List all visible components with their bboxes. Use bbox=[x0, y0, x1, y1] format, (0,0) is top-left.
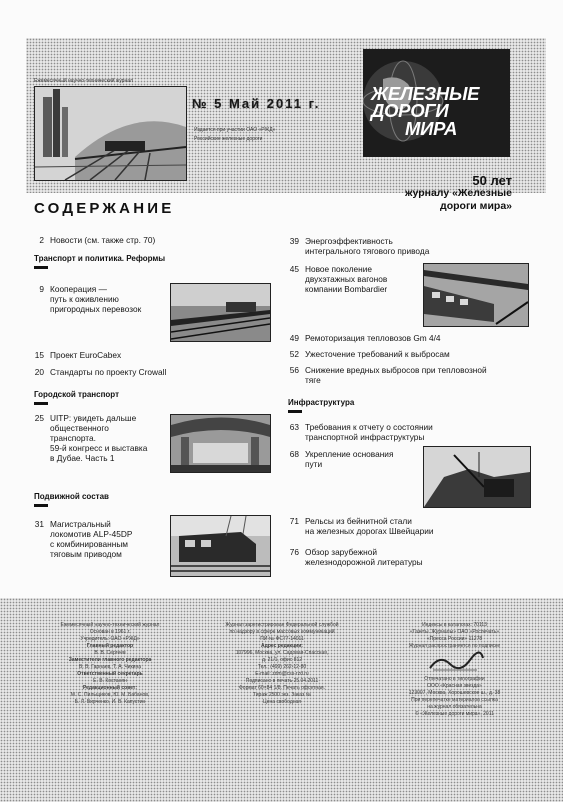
entry-title: Проект EuroCabex bbox=[50, 350, 122, 360]
toc-entry[interactable] bbox=[26, 413, 171, 463]
entry-title-line: Новое поколение bbox=[305, 264, 373, 274]
logo-line-2: ДОРОГИ bbox=[371, 100, 449, 121]
toc-entry[interactable] bbox=[281, 422, 531, 442]
entry-title-line: в Дубае. Часть 1 bbox=[50, 453, 115, 463]
footer-line: «Пресса России» 11278 bbox=[426, 636, 483, 642]
footer-column-distribution bbox=[372, 622, 537, 718]
publisher-logo bbox=[372, 650, 537, 676]
entry-title-line: транспортной инфраструктуры bbox=[305, 432, 425, 442]
entry-title-line: тяговым приводом bbox=[50, 549, 122, 559]
toc-entry[interactable] bbox=[281, 516, 531, 536]
anniversary-text-1: журналу «Железные bbox=[405, 187, 512, 199]
footer-line: Отпечатано в типографии bbox=[424, 676, 485, 682]
entry-title-line: Обзор зарубежной bbox=[305, 547, 378, 557]
page-number: 63 bbox=[289, 422, 299, 432]
footer-line: на журнал обязательна bbox=[427, 704, 482, 710]
footer-line: 107996, Москва, ул. Садовая-Спасская, bbox=[235, 650, 329, 656]
toc-entry[interactable] bbox=[26, 284, 166, 316]
entry-title-line: пути bbox=[305, 459, 323, 469]
entry-title-line: пригородных перевозок bbox=[50, 304, 142, 314]
section-bar bbox=[34, 504, 48, 507]
footer-line: E-mail: zdm@css-rzd.ru bbox=[255, 671, 309, 677]
anniversary-text-2: дороги мира» bbox=[440, 200, 512, 212]
footer-line: Ответственный секретарь bbox=[77, 671, 143, 677]
entry-title-line: Энергоэффективность bbox=[305, 236, 393, 246]
entry-title-line: локомотив ALP-45DP bbox=[50, 529, 133, 539]
toc-title: СОДЕРЖАНИЕ bbox=[34, 200, 175, 217]
footer-line: Журнал зарегистрирован Федеральной службой bbox=[225, 622, 339, 628]
toc-entry[interactable] bbox=[281, 365, 543, 385]
entry-title-line: Рельсы из бейнитной стали bbox=[305, 516, 412, 526]
entry-title: Новости (см. также стр. 70) bbox=[50, 235, 156, 245]
footer-column-address bbox=[202, 622, 362, 706]
entry-title: Ужесточение требований к выбросам bbox=[305, 349, 450, 359]
anniversary-number: 50 лет bbox=[472, 173, 512, 188]
issue-line: № 5 Май 2011 г. bbox=[192, 96, 321, 111]
toc-entry[interactable] bbox=[281, 264, 421, 294]
entry-title-line: тяге bbox=[305, 375, 321, 385]
logo-line-1: ЖЕЛЕЗНЫЕ bbox=[371, 83, 480, 104]
entry-title-line: Магистральный bbox=[50, 519, 111, 529]
cover-photo bbox=[34, 86, 187, 181]
page-number: 56 bbox=[289, 365, 299, 375]
footer-line: д. 21/1, офис 812 bbox=[261, 657, 303, 663]
section-heading: Городской транспорт bbox=[34, 390, 119, 399]
entry-title-line: UITP: увидеть дальше bbox=[50, 413, 137, 423]
entry-title-line: железнодорожной литературы bbox=[305, 557, 423, 567]
article-photo-track bbox=[423, 446, 531, 508]
footer-line: Подписано в печать 25.04.2011 bbox=[245, 678, 319, 684]
entry-title-line: 59-й конгресс и выставка bbox=[50, 443, 148, 453]
toc-entry[interactable] bbox=[281, 333, 531, 343]
article-photo-locomotive bbox=[170, 515, 271, 577]
footer-line: Б. Л. Вирченко, И. В. Капустин bbox=[74, 699, 146, 705]
footer-line: При перепечатке материалов ссылка bbox=[411, 697, 498, 703]
footer-column-editorial bbox=[30, 622, 190, 706]
page-number: 2 bbox=[39, 235, 44, 245]
section-bar bbox=[288, 410, 302, 413]
entry-title-line: транспорта. bbox=[50, 433, 96, 443]
entry-title-line: Снижение вредных выбросов при тепловозной bbox=[305, 365, 487, 375]
footer-line: ООО «Красная звезда» bbox=[427, 683, 482, 689]
footer-line: Редакционный совет: bbox=[82, 685, 138, 691]
journal-logo bbox=[363, 49, 510, 157]
entry-title-line: Требования к отчету о состоянии bbox=[305, 422, 433, 432]
entry-title-line: с комбинированным bbox=[50, 539, 128, 549]
page-number: 25 bbox=[34, 413, 44, 423]
entry-title-line: двухэтажных вагонов bbox=[305, 274, 388, 284]
toc-entry[interactable] bbox=[281, 449, 421, 469]
page-number: 71 bbox=[289, 516, 299, 526]
footer-line: Адрес редакции: bbox=[261, 643, 303, 649]
footer-line: Цена свободная bbox=[263, 699, 301, 705]
toc-entry[interactable] bbox=[26, 519, 166, 559]
page-number: 31 bbox=[34, 519, 44, 529]
page-number: 9 bbox=[39, 284, 44, 294]
toc-entry[interactable] bbox=[281, 349, 531, 359]
subtitle-line-1: Издается при участии ОАО «РЖД» bbox=[194, 127, 276, 133]
footer-line: «Газеты. Журналы» ОАО «Роспечать» bbox=[409, 629, 500, 635]
footer-line: Тираж 2500 экз. Заказ № bbox=[252, 692, 312, 698]
article-photo-double-deck bbox=[423, 263, 529, 327]
page-number: 52 bbox=[289, 349, 299, 359]
page-number: 68 bbox=[289, 449, 299, 459]
footer-line: по надзору в сфере массовых коммуникаций bbox=[229, 629, 335, 635]
footer-line: Основан в 1961 г. bbox=[89, 629, 131, 635]
footer-line: Заместители главного редактора bbox=[68, 657, 152, 663]
footer-line: © «Железные дороги мира», 2011 bbox=[415, 711, 494, 717]
footer-line: В. В. Сергеев bbox=[94, 650, 126, 656]
section-bar bbox=[34, 266, 48, 269]
footer-line: Е. В. Костанян bbox=[93, 678, 127, 684]
footer-line: В. В. Гарнаев, Т. А. Чикина bbox=[78, 664, 141, 670]
footer-line: Ежемесячный научно-технический журнал bbox=[60, 622, 160, 628]
article-photo-railway bbox=[170, 283, 271, 342]
entry-title-line: общественного bbox=[50, 423, 109, 433]
footer-line: Журнал распространяется по подписке bbox=[408, 643, 501, 649]
page-number: 20 bbox=[34, 367, 44, 377]
entry-title-line: Кооперация — bbox=[50, 284, 107, 294]
toc-entry[interactable] bbox=[281, 236, 531, 256]
toc-entry[interactable] bbox=[281, 547, 531, 567]
page-number: 15 bbox=[34, 350, 44, 360]
logo-line-3: МИРА bbox=[405, 118, 458, 139]
section-heading: Подвижной состав bbox=[34, 492, 109, 501]
subtitle-line-2: Российские железные дороги bbox=[194, 136, 263, 142]
page-number: 45 bbox=[289, 264, 299, 274]
page-number: 49 bbox=[289, 333, 299, 343]
toc-entry-news[interactable] bbox=[26, 235, 266, 245]
footer-line: ПИ № ФС77-14011 bbox=[260, 636, 304, 642]
toc-entry[interactable] bbox=[26, 367, 266, 377]
toc-entry[interactable] bbox=[26, 350, 266, 360]
footer-line: М. С. Пильщиков, Ю. М. Бабанов, bbox=[70, 692, 150, 698]
entry-title-line: на железных дорогах Швейцарии bbox=[305, 526, 434, 536]
page-number: 76 bbox=[289, 547, 299, 557]
header-top-line: Ежемесячный научно-технический журнал bbox=[34, 78, 133, 84]
footer-line: Учредитель: ОАО «РЖД» bbox=[80, 636, 140, 642]
page-number: 39 bbox=[289, 236, 299, 246]
section-heading: Инфраструктура bbox=[288, 398, 355, 407]
footer-line: 123007, Москва, Хорошевское ш., д. 38 bbox=[408, 690, 501, 696]
article-photo-congress bbox=[170, 414, 271, 473]
entry-title-line: интегрального тягового привода bbox=[305, 246, 430, 256]
entry-title-line: путь к оживлению bbox=[50, 294, 119, 304]
footer-line: Индексы в каталогах: 70113 bbox=[422, 622, 487, 628]
entry-title: Стандарты по проекту Crowall bbox=[50, 367, 167, 377]
entry-title-line: компании Bombardier bbox=[305, 284, 388, 294]
footer-line: Тел.: (499) 262-12-80 bbox=[257, 664, 307, 670]
entry-title: Ремоторизация тепловозов Gm 4/4 bbox=[305, 333, 441, 343]
section-heading: Транспорт и политика. Реформы bbox=[34, 254, 166, 263]
section-bar bbox=[34, 402, 48, 405]
entry-title-line: Укрепление основания bbox=[305, 449, 394, 459]
footer-line: Главный редактор bbox=[86, 643, 134, 649]
footer-line: Формат 60×84 1/8. Печать офсетная. bbox=[238, 685, 326, 691]
